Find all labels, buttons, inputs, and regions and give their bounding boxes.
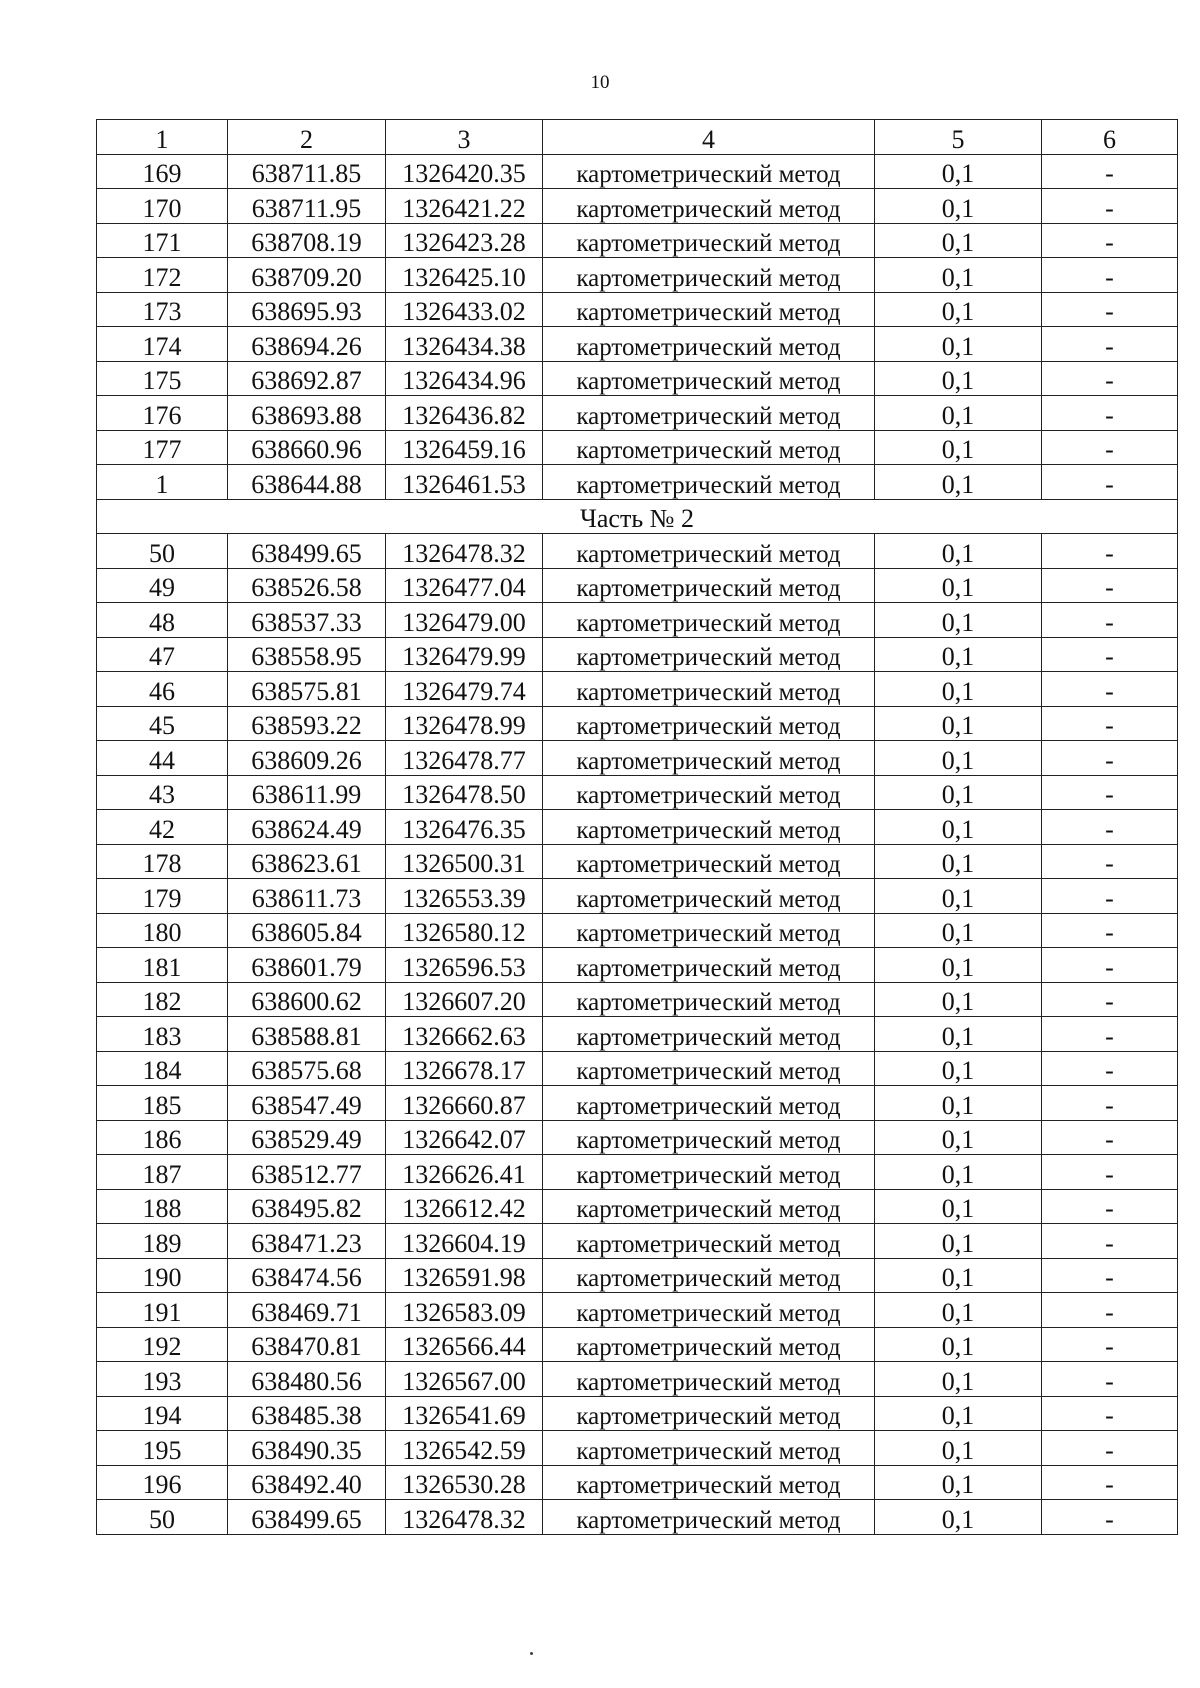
table-row [97, 1086, 1178, 1121]
method-cell: картометрический метод [543, 741, 875, 776]
point-number-cell: 173 [97, 292, 228, 327]
x-coordinate-cell: 638692.87 [228, 361, 386, 396]
y-coordinate-cell: 1326591.98 [386, 1258, 543, 1293]
x-coordinate-cell: 638474.56 [228, 1258, 386, 1293]
method-cell: картометрический метод [543, 1431, 875, 1466]
table-row [97, 879, 1178, 914]
y-coordinate-cell: 1326642.07 [386, 1120, 543, 1155]
y-coordinate-cell: 1326678.17 [386, 1051, 543, 1086]
y-coordinate-cell: 1326433.02 [386, 292, 543, 327]
accuracy-cell: 0,1 [875, 913, 1042, 948]
table-row [97, 1120, 1178, 1155]
method-cell: картометрический метод [543, 1086, 875, 1121]
accuracy-cell: 0,1 [875, 1431, 1042, 1466]
point-number-cell: 171 [97, 223, 228, 258]
point-number-cell: 196 [97, 1465, 228, 1500]
note-cell: - [1042, 465, 1178, 500]
accuracy-cell: 0,1 [875, 775, 1042, 810]
page-number: 10 [590, 72, 610, 93]
y-coordinate-cell: 1326604.19 [386, 1224, 543, 1259]
accuracy-cell: 0,1 [875, 637, 1042, 672]
x-coordinate-cell: 638593.22 [228, 706, 386, 741]
point-number-cell: 48 [97, 603, 228, 638]
method-cell: картометрический метод [543, 1362, 875, 1397]
accuracy-cell: 0,1 [875, 741, 1042, 776]
accuracy-cell: 0,1 [875, 1017, 1042, 1052]
accuracy-cell: 0,1 [875, 1224, 1042, 1259]
table-row [97, 637, 1178, 672]
y-coordinate-cell: 1326423.28 [386, 223, 543, 258]
method-cell: картометрический метод [543, 568, 875, 603]
accuracy-cell: 0,1 [875, 1465, 1042, 1500]
part-heading: Часть № 2 [97, 499, 1178, 534]
x-coordinate-cell: 638609.26 [228, 741, 386, 776]
x-coordinate-cell: 638694.26 [228, 327, 386, 362]
y-coordinate-cell: 1326541.69 [386, 1396, 543, 1431]
note-cell: - [1042, 1465, 1178, 1500]
y-coordinate-cell: 1326420.35 [386, 154, 543, 189]
table-row [97, 327, 1178, 362]
header-cell: 3 [386, 120, 543, 155]
table-row [97, 1465, 1178, 1500]
accuracy-cell: 0,1 [875, 1189, 1042, 1224]
method-cell: картометрический метод [543, 1224, 875, 1259]
point-number-cell: 181 [97, 948, 228, 983]
point-number-cell: 1 [97, 465, 228, 500]
coordinates-table-body [97, 120, 1178, 1535]
accuracy-cell: 0,1 [875, 1155, 1042, 1190]
point-number-cell: 47 [97, 637, 228, 672]
accuracy-cell: 0,1 [875, 1327, 1042, 1362]
accuracy-cell: 0,1 [875, 430, 1042, 465]
x-coordinate-cell: 638575.81 [228, 672, 386, 707]
accuracy-cell: 0,1 [875, 258, 1042, 293]
header-cell: 5 [875, 120, 1042, 155]
point-number-cell: 43 [97, 775, 228, 810]
method-cell: картометрический метод [543, 637, 875, 672]
note-cell: - [1042, 1051, 1178, 1086]
method-cell: картометрический метод [543, 844, 875, 879]
table-row [97, 154, 1178, 189]
method-cell: картометрический метод [543, 1327, 875, 1362]
note-cell: - [1042, 534, 1178, 569]
table-row [97, 430, 1178, 465]
note-cell: - [1042, 1258, 1178, 1293]
method-cell: картометрический метод [543, 465, 875, 500]
y-coordinate-cell: 1326479.99 [386, 637, 543, 672]
table-row [97, 775, 1178, 810]
x-coordinate-cell: 638611.73 [228, 879, 386, 914]
x-coordinate-cell: 638537.33 [228, 603, 386, 638]
table-row [97, 1017, 1178, 1052]
note-cell: - [1042, 810, 1178, 845]
accuracy-cell: 0,1 [875, 154, 1042, 189]
method-cell: картометрический метод [543, 430, 875, 465]
method-cell: картометрический метод [543, 1155, 875, 1190]
y-coordinate-cell: 1326567.00 [386, 1362, 543, 1397]
accuracy-cell: 0,1 [875, 1396, 1042, 1431]
scan-speck [530, 1652, 533, 1655]
header-cell: 1 [97, 120, 228, 155]
method-cell: картометрический метод [543, 1396, 875, 1431]
x-coordinate-cell: 638660.96 [228, 430, 386, 465]
x-coordinate-cell: 638623.61 [228, 844, 386, 879]
y-coordinate-cell: 1326660.87 [386, 1086, 543, 1121]
method-cell: картометрический метод [543, 223, 875, 258]
method-cell: картометрический метод [543, 913, 875, 948]
method-cell: картометрический метод [543, 1189, 875, 1224]
x-coordinate-cell: 638711.95 [228, 189, 386, 224]
table-row [97, 810, 1178, 845]
method-cell: картометрический метод [543, 948, 875, 983]
note-cell: - [1042, 637, 1178, 672]
table-row [97, 534, 1178, 569]
point-number-cell: 189 [97, 1224, 228, 1259]
accuracy-cell: 0,1 [875, 1362, 1042, 1397]
accuracy-cell: 0,1 [875, 1500, 1042, 1535]
point-number-cell: 176 [97, 396, 228, 431]
accuracy-cell: 0,1 [875, 292, 1042, 327]
y-coordinate-cell: 1326478.50 [386, 775, 543, 810]
y-coordinate-cell: 1326421.22 [386, 189, 543, 224]
x-coordinate-cell: 638644.88 [228, 465, 386, 500]
method-cell: картометрический метод [543, 1051, 875, 1086]
note-cell: - [1042, 672, 1178, 707]
note-cell: - [1042, 1362, 1178, 1397]
method-cell: картометрический метод [543, 1465, 875, 1500]
point-number-cell: 174 [97, 327, 228, 362]
accuracy-cell: 0,1 [875, 568, 1042, 603]
y-coordinate-cell: 1326478.77 [386, 741, 543, 776]
point-number-cell: 182 [97, 982, 228, 1017]
x-coordinate-cell: 638512.77 [228, 1155, 386, 1190]
x-coordinate-cell: 638469.71 [228, 1293, 386, 1328]
x-coordinate-cell: 638601.79 [228, 948, 386, 983]
header-cell: 2 [228, 120, 386, 155]
method-cell: картометрический метод [543, 189, 875, 224]
point-number-cell: 44 [97, 741, 228, 776]
y-coordinate-cell: 1326626.41 [386, 1155, 543, 1190]
x-coordinate-cell: 638490.35 [228, 1431, 386, 1466]
method-cell: картометрический метод [543, 672, 875, 707]
point-number-cell: 178 [97, 844, 228, 879]
method-cell: картометрический метод [543, 1293, 875, 1328]
y-coordinate-cell: 1326459.16 [386, 430, 543, 465]
accuracy-cell: 0,1 [875, 327, 1042, 362]
method-cell: картометрический метод [543, 258, 875, 293]
accuracy-cell: 0,1 [875, 1293, 1042, 1328]
table-row [97, 1189, 1178, 1224]
accuracy-cell: 0,1 [875, 879, 1042, 914]
header-row [97, 120, 1178, 155]
y-coordinate-cell: 1326500.31 [386, 844, 543, 879]
accuracy-cell: 0,1 [875, 603, 1042, 638]
point-number-cell: 172 [97, 258, 228, 293]
note-cell: - [1042, 258, 1178, 293]
note-cell: - [1042, 154, 1178, 189]
note-cell: - [1042, 327, 1178, 362]
y-coordinate-cell: 1326530.28 [386, 1465, 543, 1500]
x-coordinate-cell: 638485.38 [228, 1396, 386, 1431]
method-cell: картометрический метод [543, 775, 875, 810]
note-cell: - [1042, 1224, 1178, 1259]
method-cell: картометрический метод [543, 1017, 875, 1052]
point-number-cell: 190 [97, 1258, 228, 1293]
accuracy-cell: 0,1 [875, 706, 1042, 741]
x-coordinate-cell: 638711.85 [228, 154, 386, 189]
x-coordinate-cell: 638624.49 [228, 810, 386, 845]
table-row [97, 1155, 1178, 1190]
y-coordinate-cell: 1326596.53 [386, 948, 543, 983]
point-number-cell: 184 [97, 1051, 228, 1086]
accuracy-cell: 0,1 [875, 534, 1042, 569]
y-coordinate-cell: 1326583.09 [386, 1293, 543, 1328]
point-number-cell: 169 [97, 154, 228, 189]
method-cell: картометрический метод [543, 292, 875, 327]
method-cell: картометрический метод [543, 706, 875, 741]
note-cell: - [1042, 913, 1178, 948]
x-coordinate-cell: 638600.62 [228, 982, 386, 1017]
y-coordinate-cell: 1326425.10 [386, 258, 543, 293]
y-coordinate-cell: 1326479.00 [386, 603, 543, 638]
y-coordinate-cell: 1326478.32 [386, 1500, 543, 1535]
method-cell: картометрический метод [543, 534, 875, 569]
x-coordinate-cell: 638480.56 [228, 1362, 386, 1397]
y-coordinate-cell: 1326434.96 [386, 361, 543, 396]
accuracy-cell: 0,1 [875, 982, 1042, 1017]
x-coordinate-cell: 638526.58 [228, 568, 386, 603]
table-row [97, 258, 1178, 293]
table-row [97, 1293, 1178, 1328]
note-cell: - [1042, 223, 1178, 258]
note-cell: - [1042, 775, 1178, 810]
x-coordinate-cell: 638547.49 [228, 1086, 386, 1121]
method-cell: картометрический метод [543, 327, 875, 362]
accuracy-cell: 0,1 [875, 672, 1042, 707]
method-cell: картометрический метод [543, 396, 875, 431]
table-row [97, 603, 1178, 638]
accuracy-cell: 0,1 [875, 1051, 1042, 1086]
x-coordinate-cell: 638471.23 [228, 1224, 386, 1259]
table-row [97, 672, 1178, 707]
note-cell: - [1042, 568, 1178, 603]
note-cell: - [1042, 430, 1178, 465]
point-number-cell: 180 [97, 913, 228, 948]
x-coordinate-cell: 638558.95 [228, 637, 386, 672]
coordinates-table [96, 119, 1178, 1535]
header-cell: 4 [543, 120, 875, 155]
table-row [97, 292, 1178, 327]
x-coordinate-cell: 638708.19 [228, 223, 386, 258]
x-coordinate-cell: 638575.68 [228, 1051, 386, 1086]
y-coordinate-cell: 1326580.12 [386, 913, 543, 948]
table-row [97, 1258, 1178, 1293]
table-row [97, 844, 1178, 879]
x-coordinate-cell: 638499.65 [228, 534, 386, 569]
table-row [97, 741, 1178, 776]
y-coordinate-cell: 1326566.44 [386, 1327, 543, 1362]
note-cell: - [1042, 741, 1178, 776]
accuracy-cell: 0,1 [875, 1258, 1042, 1293]
accuracy-cell: 0,1 [875, 396, 1042, 431]
point-number-cell: 175 [97, 361, 228, 396]
point-number-cell: 194 [97, 1396, 228, 1431]
method-cell: картометрический метод [543, 1258, 875, 1293]
y-coordinate-cell: 1326434.38 [386, 327, 543, 362]
x-coordinate-cell: 638695.93 [228, 292, 386, 327]
note-cell: - [1042, 948, 1178, 983]
y-coordinate-cell: 1326476.35 [386, 810, 543, 845]
point-number-cell: 170 [97, 189, 228, 224]
point-number-cell: 50 [97, 1500, 228, 1535]
point-number-cell: 195 [97, 1431, 228, 1466]
accuracy-cell: 0,1 [875, 1120, 1042, 1155]
x-coordinate-cell: 638605.84 [228, 913, 386, 948]
header-cell: 6 [1042, 120, 1178, 155]
method-cell: картометрический метод [543, 361, 875, 396]
table-row [97, 223, 1178, 258]
point-number-cell: 183 [97, 1017, 228, 1052]
point-number-cell: 187 [97, 1155, 228, 1190]
accuracy-cell: 0,1 [875, 465, 1042, 500]
point-number-cell: 42 [97, 810, 228, 845]
note-cell: - [1042, 396, 1178, 431]
point-number-cell: 50 [97, 534, 228, 569]
note-cell: - [1042, 844, 1178, 879]
note-cell: - [1042, 189, 1178, 224]
point-number-cell: 177 [97, 430, 228, 465]
accuracy-cell: 0,1 [875, 844, 1042, 879]
note-cell: - [1042, 1189, 1178, 1224]
x-coordinate-cell: 638529.49 [228, 1120, 386, 1155]
table-row [97, 948, 1178, 983]
table-row [97, 361, 1178, 396]
note-cell: - [1042, 361, 1178, 396]
method-cell: картометрический метод [543, 1500, 875, 1535]
part-heading-row [97, 499, 1178, 534]
y-coordinate-cell: 1326662.63 [386, 1017, 543, 1052]
method-cell: картометрический метод [543, 154, 875, 189]
table-row [97, 465, 1178, 500]
accuracy-cell: 0,1 [875, 810, 1042, 845]
table-row [97, 568, 1178, 603]
table-row [97, 1051, 1178, 1086]
accuracy-cell: 0,1 [875, 223, 1042, 258]
table-row [97, 1362, 1178, 1397]
point-number-cell: 188 [97, 1189, 228, 1224]
method-cell: картометрический метод [543, 982, 875, 1017]
point-number-cell: 185 [97, 1086, 228, 1121]
note-cell: - [1042, 706, 1178, 741]
table-row [97, 1224, 1178, 1259]
table-row [97, 189, 1178, 224]
x-coordinate-cell: 638492.40 [228, 1465, 386, 1500]
table-row [97, 396, 1178, 431]
x-coordinate-cell: 638470.81 [228, 1327, 386, 1362]
method-cell: картометрический метод [543, 1120, 875, 1155]
table-row [97, 1431, 1178, 1466]
y-coordinate-cell: 1326542.59 [386, 1431, 543, 1466]
point-number-cell: 179 [97, 879, 228, 914]
note-cell: - [1042, 1431, 1178, 1466]
y-coordinate-cell: 1326478.32 [386, 534, 543, 569]
note-cell: - [1042, 1327, 1178, 1362]
y-coordinate-cell: 1326553.39 [386, 879, 543, 914]
note-cell: - [1042, 982, 1178, 1017]
point-number-cell: 49 [97, 568, 228, 603]
note-cell: - [1042, 879, 1178, 914]
note-cell: - [1042, 1120, 1178, 1155]
point-number-cell: 45 [97, 706, 228, 741]
accuracy-cell: 0,1 [875, 189, 1042, 224]
point-number-cell: 46 [97, 672, 228, 707]
method-cell: картометрический метод [543, 810, 875, 845]
note-cell: - [1042, 292, 1178, 327]
y-coordinate-cell: 1326436.82 [386, 396, 543, 431]
y-coordinate-cell: 1326479.74 [386, 672, 543, 707]
note-cell: - [1042, 1155, 1178, 1190]
point-number-cell: 186 [97, 1120, 228, 1155]
y-coordinate-cell: 1326612.42 [386, 1189, 543, 1224]
point-number-cell: 193 [97, 1362, 228, 1397]
method-cell: картометрический метод [543, 603, 875, 638]
note-cell: - [1042, 603, 1178, 638]
note-cell: - [1042, 1086, 1178, 1121]
point-number-cell: 192 [97, 1327, 228, 1362]
x-coordinate-cell: 638495.82 [228, 1189, 386, 1224]
table-row [97, 982, 1178, 1017]
y-coordinate-cell: 1326461.53 [386, 465, 543, 500]
point-number-cell: 191 [97, 1293, 228, 1328]
accuracy-cell: 0,1 [875, 1086, 1042, 1121]
note-cell: - [1042, 1396, 1178, 1431]
note-cell: - [1042, 1500, 1178, 1535]
y-coordinate-cell: 1326477.04 [386, 568, 543, 603]
x-coordinate-cell: 638693.88 [228, 396, 386, 431]
table-row [97, 706, 1178, 741]
table-row [97, 1500, 1178, 1535]
y-coordinate-cell: 1326478.99 [386, 706, 543, 741]
y-coordinate-cell: 1326607.20 [386, 982, 543, 1017]
x-coordinate-cell: 638709.20 [228, 258, 386, 293]
table-row [97, 1327, 1178, 1362]
accuracy-cell: 0,1 [875, 948, 1042, 983]
x-coordinate-cell: 638588.81 [228, 1017, 386, 1052]
note-cell: - [1042, 1017, 1178, 1052]
accuracy-cell: 0,1 [875, 361, 1042, 396]
x-coordinate-cell: 638611.99 [228, 775, 386, 810]
note-cell: - [1042, 1293, 1178, 1328]
method-cell: картометрический метод [543, 879, 875, 914]
table-row [97, 913, 1178, 948]
x-coordinate-cell: 638499.65 [228, 1500, 386, 1535]
table-row [97, 1396, 1178, 1431]
